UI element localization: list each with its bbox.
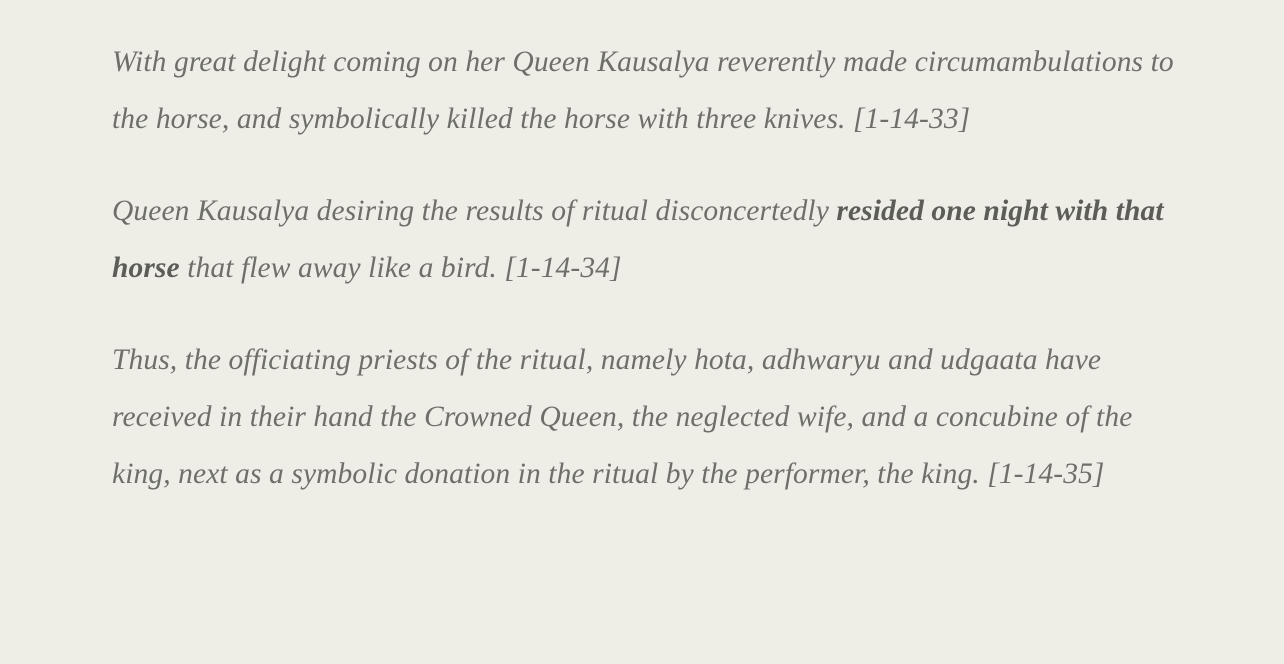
body-text: Queen Kausalya desiring the results of ritual disconcertedly: [112, 195, 837, 227]
body-text: that flew away like a bird. [1-14-34]: [179, 252, 622, 284]
paragraph-verse-1-14-35: [112, 332, 1174, 503]
emphasis-text: resided one night with that horse: [112, 195, 1164, 284]
paragraph-container: [112, 34, 1174, 503]
paragraph-verse-1-14-33: [112, 34, 1174, 148]
body-text: With great delight coming on her Queen Kausalya reverently made circumambulations to the horse, and symbolically killed the horse with three knives. [1-14-33]: [112, 46, 1174, 135]
paragraph-verse-1-14-34: [112, 183, 1174, 297]
body-text: Thus, the officiating priests of the ritual, namely hota, adhwaryu and udgaata have received in their hand the Crowned Queen, the neglected wife, and a concubine of the king, next as a symbolic donation in the ritual by the performer, the king. [1-14-35]: [112, 344, 1133, 490]
